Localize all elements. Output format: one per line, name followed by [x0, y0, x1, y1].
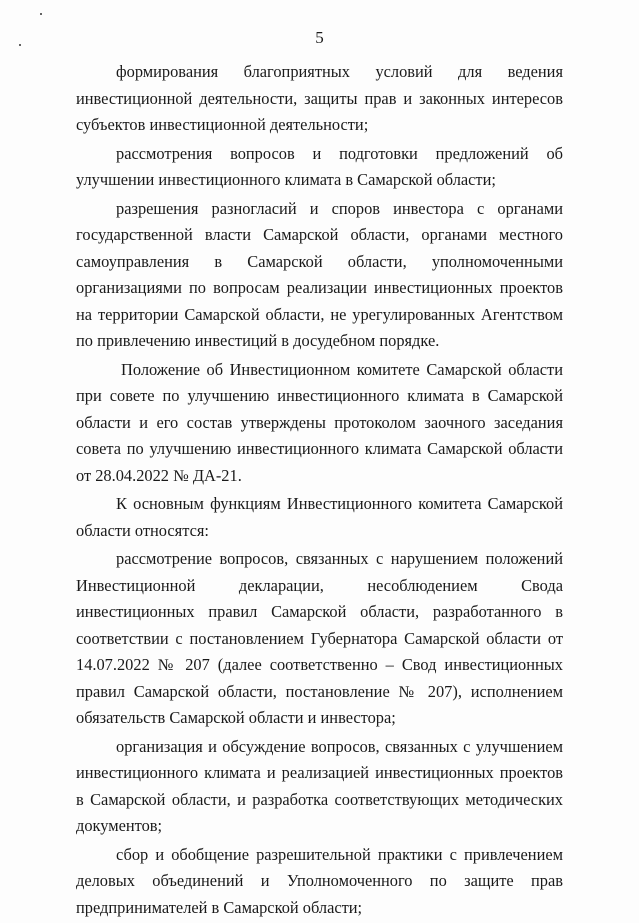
paragraph: рассмотрения вопросов и подготовки предложений об улучшении инвестиционного климата в Самарской области; [76, 143, 563, 189]
page-number: 5 [315, 28, 324, 47]
paragraph: Положение об Инвестиционном комитете Самарской области при совете по улучшению инвестиционного климата в Самарской области и его состав утверждены протоколом заочного заседания совета по улучшению инвестиционного климата Самарской области от 28.04.2022 № ДА-21. [76, 359, 563, 485]
paragraph: сбор и обобщение разрешительной практики с привлечением деловых объединений и Уполномоченного по защите прав предпринимателей в Самарской области; [76, 844, 563, 917]
paragraph: организация и обсуждение вопросов, связанных с улучшением инвестиционного климата и реализацией инвестиционных проектов в Самарской области, и разработка соответствующих методических документов; [76, 736, 563, 835]
scan-speck [40, 13, 42, 15]
paragraph: рассмотрение вопросов, связанных с нарушением положений Инвестиционной декларации, несоблюдением Свода инвестиционных правил Самарской области, разработанного в соответствии с постановлением Губернатора Самарской области от 14.07.2022 № 207 (далее соответственно – Свод инвестиционных правил Самарской области, постановление № 207), исполнением обязательств Самарской области и инвестора; [76, 549, 563, 727]
paragraph: К основным функциям Инвестиционного комитета Самарской области относятся: [76, 494, 563, 540]
document-body [76, 59, 563, 923]
paragraph: формирования благоприятных условий для ведения инвестиционной деятельности, защиты прав и законных интересов субъектов инвестиционной деятельности; [76, 62, 563, 134]
paragraph: разрешения разногласий и споров инвестора с органами государственной власти Самарской области, органами местного самоуправления в Самарской области, уполномоченными организациями по вопросам реализации инвестиционных проектов на территории Самарской области, не урегулированных Агентством по привлечению инвестиций в досудебном порядке. [76, 198, 563, 350]
